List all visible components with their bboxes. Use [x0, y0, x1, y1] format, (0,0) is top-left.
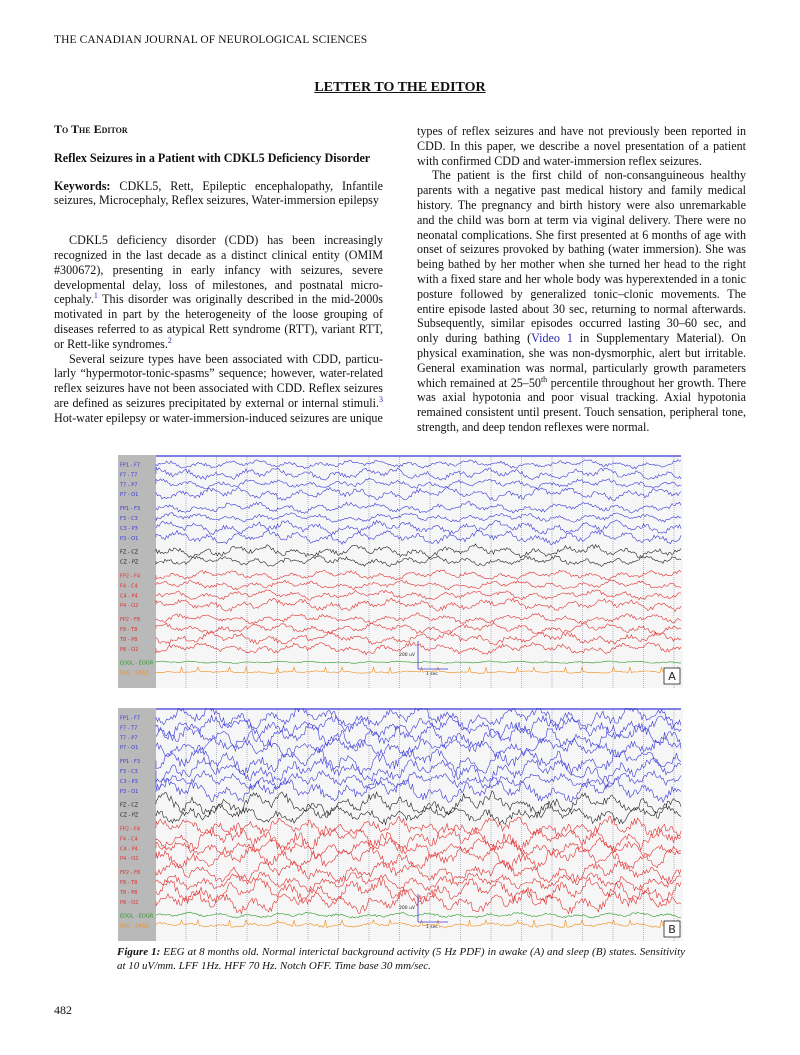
- channel-label: FP1 - F3: [120, 759, 141, 766]
- channel-label: T7 - P7: [120, 482, 138, 489]
- paragraph-case-report: The patient is the first child of non-consanguineous healthy parents with a negative past medical history and family medical history. The pregnancy and birth history were also unremarkable and the child was born at term via viginal delivery. There were no neonatal complications. She first presented at 6 months of age with onset of seizures provoked by bathing (water immersion). She was being bathed by her mother when she turned her head to the right with a fixed stare and her whole body was hyperextended in a tonic posture followed by generalized tonic–clonic movements. The entire episode lasted about 30 sec, returning to normal afterwards. Subsequently, similar episodes occurred lasting 30–60 sec, and only during bathing (Video 1 in Supplementary Material). On physical examination, she was non-dysmorphic, alert but irritable. General examination was normal, particularly growth parameters which remained at 25–50th percentile throughout her growth. There was axial hypotonia and poor visual tracking. Axial hypotonia remained consistent until present. Touch sensation, peripheral tone, strength, and deep tendon reflexes were normal.: [417, 168, 746, 434]
- reference-2-link[interactable]: 2: [167, 335, 172, 345]
- channel-label: EOGL - EOGR: [120, 660, 154, 667]
- reference-3-link[interactable]: 3: [379, 394, 383, 404]
- eeg-panel-a-plot: [118, 455, 683, 688]
- paragraph-seizure-types: Several seizure types have been associated with CDD, particu-larly “hypermotor-tonic-spasms” sequence; however, water-related reflex seizures have not been associated with CDD. Reflex seizures are defined as seizures precipitated by external or internal stimuli.$^3$ Hot-water epilepsy or water-immersion-induced seizures are unique: [54, 351, 383, 425]
- reference-1-link[interactable]: 1: [93, 291, 98, 301]
- channel-label: C4 - P4: [120, 593, 138, 600]
- channel-label: FZ - CZ: [120, 802, 139, 809]
- eeg-panel-b: [118, 708, 683, 941]
- page-number: 482: [54, 1003, 72, 1017]
- channel-label: EKG - EKG2: [120, 923, 149, 930]
- video-1-link[interactable]: Video 1: [531, 331, 573, 346]
- channel-label: F3 - C3: [120, 516, 138, 522]
- channel-label: F4 - C4: [120, 583, 138, 590]
- channel-label: C3 - P3: [120, 525, 138, 532]
- channel-label: C4 - P4: [120, 846, 138, 853]
- channel-label: F8 - T8: [120, 627, 138, 633]
- channel-label: F7 - T7: [120, 725, 138, 732]
- keywords: [54, 179, 383, 209]
- channel-label: T7 - P7: [120, 735, 138, 742]
- channel-label: P8 - O2: [120, 899, 139, 906]
- article-title: Reflex Seizures in a Patient with CDKL5 Deficiency Disorder: [54, 150, 371, 165]
- channel-label: FP2 - F4: [120, 573, 141, 580]
- amplitude-scale-label: 200 uV: [399, 653, 415, 658]
- channel-label: T8 - P8: [120, 636, 138, 643]
- running-head: THE CANADIAN JOURNAL OF NEUROLOGICAL SCIENCES: [54, 34, 368, 46]
- amplitude-scale-label: 200 uV: [399, 906, 415, 911]
- channel-label-strip: [118, 708, 156, 941]
- channel-label: P8 - O2: [120, 646, 139, 653]
- keywords-label: Keywords:: [54, 178, 111, 193]
- channel-label: FP2 - F4: [120, 826, 141, 833]
- channel-label: F8 - T8: [120, 880, 138, 886]
- figure-caption-text: EEG at 8 months old. Normal interictal background activity (5 Hz PDF) in awake (A) and sleep (B) states. Sensitivity at 10 uV/mm. LFF 1Hz. HFF 70 Hz. Notch OFF. Time base 30 mm/sec.: [117, 946, 686, 972]
- channel-label: T8 - P8: [120, 889, 138, 896]
- figure-caption: [117, 945, 685, 973]
- channel-label: FP2 - F8: [120, 617, 141, 624]
- channel-label: P7 - O1: [120, 745, 139, 752]
- time-scale-label: 1 sec: [426, 672, 438, 677]
- eeg-panel-a: [118, 455, 683, 688]
- channel-label: P4 - O2: [120, 603, 139, 610]
- channel-label: FP1 - F7: [120, 715, 141, 722]
- panel-label: B: [668, 923, 676, 936]
- channel-label: FP1 - F3: [120, 506, 141, 513]
- paragraph-continued: types of reflex seizures and have not previously been reported in CDD. In this paper, we describe a novel presentation of a patient with confirmed CDD and water-immersion reflex seizures.: [417, 124, 746, 168]
- panel-label: A: [668, 670, 676, 683]
- channel-label: FP1 - F7: [120, 462, 141, 469]
- channel-label-strip: [118, 455, 156, 688]
- percentile-superscript: th: [540, 374, 548, 384]
- channel-label: C3 - P3: [120, 778, 138, 785]
- channel-label: P3 - O1: [120, 788, 139, 795]
- figure-caption-label: Figure 1:: [117, 946, 161, 958]
- channel-label: EKG - EKG2: [120, 670, 149, 677]
- channel-label: FP2 - F8: [120, 870, 141, 877]
- time-scale-label: 1 sec: [426, 925, 438, 930]
- keywords-text: CDKL5, Rett, Epileptic encephalopathy, Infantile seizures, Microcephaly, Reflex seizures, Water-immersion epilepsy: [54, 178, 383, 208]
- channel-label: P4 - O2: [120, 856, 139, 863]
- channel-label: P3 - O1: [120, 535, 139, 542]
- channel-label: EOGL - EOGR: [120, 913, 154, 920]
- channel-label: CZ - PZ: [120, 559, 139, 566]
- channel-label: P7 - O1: [120, 492, 139, 499]
- channel-label: CZ - PZ: [120, 812, 139, 819]
- channel-label: F4 - C4: [120, 836, 138, 843]
- eeg-panel-b-plot: [118, 708, 683, 941]
- to-the-editor-heading: To The Editor: [54, 122, 128, 136]
- paragraph-intro: CDKL5 deficiency disorder (CDD) has been increasingly recognized in the last decade as a distinct clinical entity (OMIM #300672), presenting in early infancy with seizures, severe developmental delay, loss of milestones, and postnatal micro-cephaly.$^1$ This disorder was originally described in the mid-2000s motivated in part by the heterogeneity of the loose grouping of diseases referred to as atypical Rett syndrome (RTT), variant RTT, or Rett-like syndromes.$^2$: [54, 233, 383, 351]
- channel-label: F7 - T7: [120, 472, 138, 479]
- right-column: [417, 124, 746, 435]
- channel-label: F3 - C3: [120, 769, 138, 775]
- section-title: LETTER TO THE EDITOR: [314, 80, 486, 95]
- left-column: [54, 122, 383, 426]
- channel-label: FZ - CZ: [120, 549, 139, 556]
